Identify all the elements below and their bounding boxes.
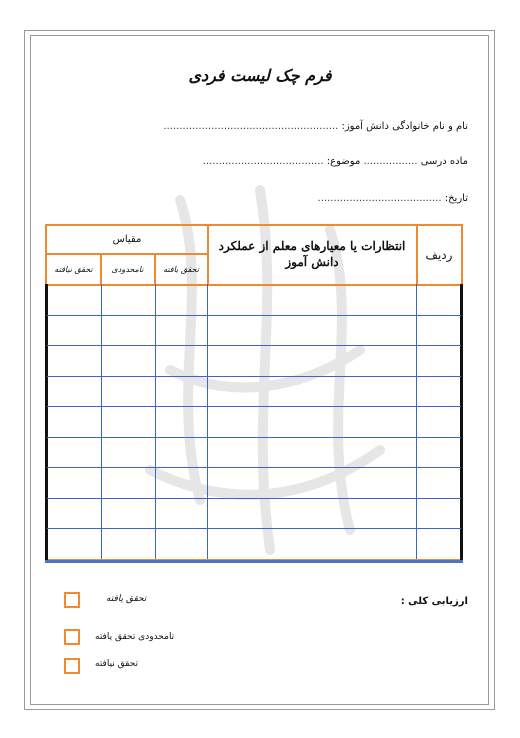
checkbox-partially-achieved[interactable]	[64, 629, 80, 645]
table-row-divider	[47, 498, 461, 499]
overall-evaluation-label: ارزیابی کلی :	[400, 596, 468, 607]
col-number-header: ردیف	[425, 248, 453, 262]
table-row-divider	[47, 315, 461, 316]
scale-level-achieved: تحقق یافته	[163, 265, 199, 274]
scale-header: مقیاس	[47, 226, 207, 255]
topic-label: موضوع:	[326, 156, 361, 167]
student-name-dots[interactable]: .......................................................	[163, 121, 339, 132]
subject-field	[203, 156, 468, 167]
option-partially-achieved-label: تامحدودی تحقق یافته	[95, 632, 175, 642]
date-dots[interactable]: .......................................	[317, 193, 442, 204]
table-row-divider	[47, 437, 461, 438]
scale-level-not-achieved: تحقق نیافته	[54, 265, 93, 274]
student-name-field	[163, 121, 468, 132]
subject-dots[interactable]: .................	[363, 156, 418, 167]
table-row-divider	[47, 406, 461, 407]
scale-level-partial: نامحدودی	[111, 265, 144, 274]
student-name-label: نام و نام خانوادگی دانش آموز:	[341, 121, 468, 132]
option-achieved-label: تحقق یافته	[106, 594, 147, 604]
table-row-divider	[47, 467, 461, 468]
checkbox-not-achieved[interactable]	[64, 658, 80, 674]
date-label: تاریخ:	[444, 193, 468, 204]
table-row-divider	[47, 345, 461, 346]
form-title: فرم چک لیست فردی	[188, 66, 332, 85]
date-field	[318, 193, 468, 204]
checklist-table	[45, 224, 463, 561]
table-header	[47, 226, 461, 286]
option-not-achieved-label: تحقق نیافته	[95, 659, 139, 669]
checkbox-achieved[interactable]	[64, 592, 80, 608]
table-row-divider	[47, 376, 461, 377]
topic-dots[interactable]: ......................................	[202, 156, 324, 167]
col-expectations-header: انتظارات یا معیارهای معلم از عملکرد دانش آموز	[218, 239, 406, 269]
subject-label: ماده درسی	[420, 156, 468, 167]
table-row-divider	[47, 528, 461, 529]
